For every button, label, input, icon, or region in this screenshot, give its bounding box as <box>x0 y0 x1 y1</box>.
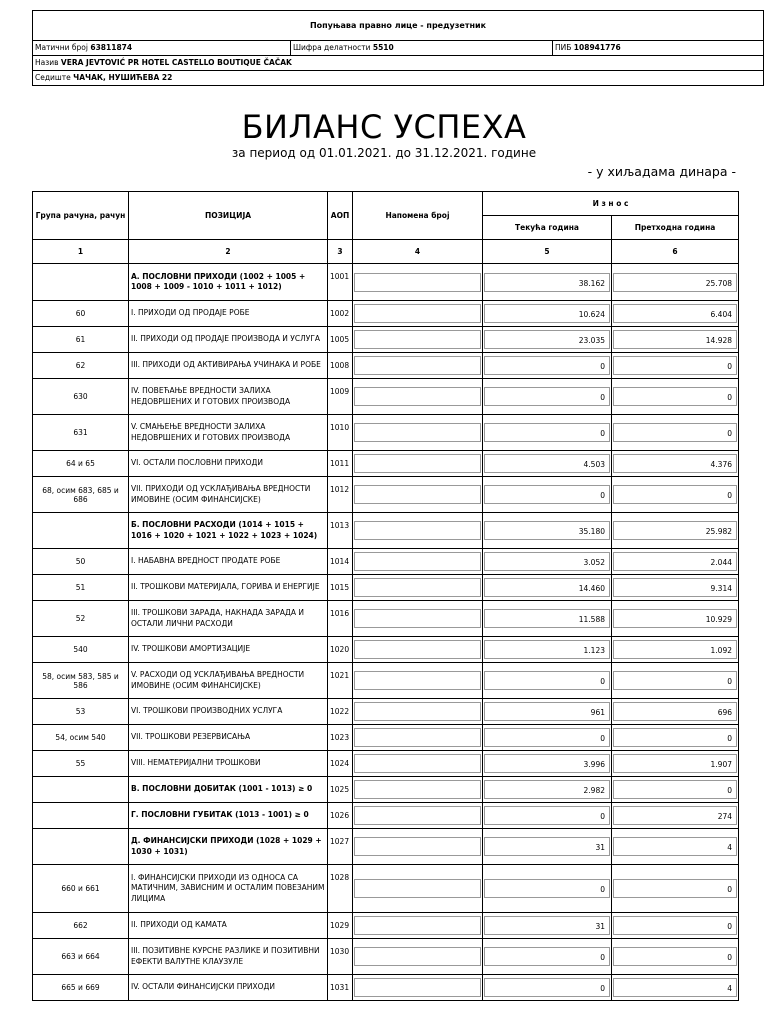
account-group: 51 <box>33 575 129 601</box>
previous-cell <box>612 725 739 751</box>
current-cell <box>483 264 612 301</box>
table-row <box>33 939 739 975</box>
id-cell <box>33 41 291 56</box>
aop-code: 1013 <box>328 513 353 549</box>
previous-cell <box>612 975 739 1001</box>
current-year-value[interactable]: 2.982 <box>484 780 610 799</box>
account-group: 64 и 65 <box>33 451 129 477</box>
position-label: II. ТРОШКОВИ МАТЕРИЈАЛА, ГОРИВА И ЕНЕРГИЈЕ <box>129 575 328 601</box>
previous-cell <box>612 803 739 829</box>
aop-code: 1022 <box>328 699 353 725</box>
name-label: Назив <box>35 58 59 67</box>
current-cell <box>483 699 612 725</box>
previous-cell <box>612 415 739 451</box>
account-group: 52 <box>33 601 129 637</box>
aop-code: 1015 <box>328 575 353 601</box>
note-input[interactable] <box>354 330 481 349</box>
current-cell <box>483 725 612 751</box>
current-cell <box>483 663 612 699</box>
current-cell <box>483 379 612 415</box>
current-year-value[interactable]: 38.162 <box>484 273 610 292</box>
table-row <box>33 353 739 379</box>
current-year-value[interactable]: 31 <box>484 916 610 935</box>
position-label: А. ПОСЛОВНИ ПРИХОДИ (1002 + 1005 + 1008 + 1009 - 1010 + 1011 + 1012) <box>129 264 328 301</box>
col-amount-header: И з н о с <box>483 192 739 216</box>
current-year-value[interactable]: 0 <box>484 728 610 747</box>
current-year-value[interactable]: 23.035 <box>484 330 610 349</box>
account-group: 660 и 661 <box>33 865 129 913</box>
note-cell <box>353 725 483 751</box>
note-input[interactable] <box>354 387 481 406</box>
activity-cell <box>291 41 553 56</box>
table-row <box>33 865 739 913</box>
note-input[interactable] <box>354 702 481 721</box>
current-year-value[interactable]: 3.996 <box>484 754 610 773</box>
note-input[interactable] <box>354 671 481 690</box>
table-row <box>33 829 739 865</box>
aop-code: 1028 <box>328 865 353 913</box>
current-cell <box>483 939 612 975</box>
note-cell <box>353 549 483 575</box>
activity-label: Шифра делатности <box>293 43 371 52</box>
previous-year-value[interactable]: 4.376 <box>613 454 737 473</box>
note-cell <box>353 803 483 829</box>
account-group <box>33 829 129 865</box>
table-row <box>33 549 739 575</box>
account-group: 631 <box>33 415 129 451</box>
previous-cell <box>612 513 739 549</box>
aop-code: 1001 <box>328 264 353 301</box>
current-year-value[interactable]: 0 <box>484 671 610 690</box>
table-row <box>33 575 739 601</box>
previous-cell <box>612 301 739 327</box>
id-label: Матични број <box>35 43 88 52</box>
previous-year-value[interactable]: 9.314 <box>613 578 737 597</box>
account-group: 62 <box>33 353 129 379</box>
current-year-value[interactable]: 31 <box>484 837 610 856</box>
previous-year-value[interactable]: 696 <box>613 702 737 721</box>
position-label: II. ПРИХОДИ ОД ПРОДАЈЕ ПРОИЗВОДА И УСЛУГА <box>129 327 328 353</box>
position-label: I. ФИНАНСИЈСКИ ПРИХОДИ ИЗ ОДНОСА СА МАТИЧНИМ, ЗАВИСНИМ И ОСТАЛИМ ПОВЕЗАНИМ ЛИЦИМА <box>129 865 328 913</box>
col-previous-header: Претходна година <box>612 216 739 240</box>
seat-label: Седиште <box>35 73 71 82</box>
table-row <box>33 513 739 549</box>
previous-cell <box>612 751 739 777</box>
account-group: 540 <box>33 637 129 663</box>
current-cell <box>483 451 612 477</box>
note-cell <box>353 264 483 301</box>
note-input[interactable] <box>354 780 481 799</box>
table-row <box>33 777 739 803</box>
previous-cell <box>612 699 739 725</box>
current-year-value[interactable]: 10.624 <box>484 304 610 323</box>
note-input[interactable] <box>354 552 481 571</box>
account-group: 54, осим 540 <box>33 725 129 751</box>
note-input[interactable] <box>354 754 481 773</box>
previous-cell <box>612 939 739 975</box>
note-cell <box>353 699 483 725</box>
position-label: V. СМАЊЕЊЕ ВРЕДНОСТИ ЗАЛИХА НЕДОВРШЕНИХ И ГОТОВИХ ПРОИЗВОДА <box>129 415 328 451</box>
note-input[interactable] <box>354 978 481 997</box>
position-label: IV. ОСТАЛИ ФИНАНСИЈСКИ ПРИХОДИ <box>129 975 328 1001</box>
note-cell <box>353 327 483 353</box>
previous-year-value[interactable]: 0 <box>613 387 737 406</box>
previous-year-value[interactable]: 1.092 <box>613 640 737 659</box>
header-id-row <box>33 41 763 56</box>
previous-cell <box>612 865 739 913</box>
aop-code: 1023 <box>328 725 353 751</box>
aop-code: 1026 <box>328 803 353 829</box>
note-cell <box>353 751 483 777</box>
note-input[interactable] <box>354 356 481 375</box>
previous-cell <box>612 777 739 803</box>
previous-cell <box>612 549 739 575</box>
note-input[interactable] <box>354 485 481 504</box>
filled-by-label: Попуњава правно лице - предузетник <box>33 11 763 41</box>
aop-code: 1025 <box>328 777 353 803</box>
previous-cell <box>612 379 739 415</box>
previous-cell <box>612 637 739 663</box>
previous-cell <box>612 663 739 699</box>
name-value: VERA JEVTOVIĆ PR HOTEL CASTELLO BOUTIQUE ČAČAK <box>60 58 292 67</box>
previous-year-value[interactable]: 274 <box>613 806 737 825</box>
column-number-row <box>33 240 739 264</box>
previous-year-value[interactable]: 1.907 <box>613 754 737 773</box>
current-cell <box>483 549 612 575</box>
note-input[interactable] <box>354 837 481 856</box>
previous-year-value[interactable]: 25.982 <box>613 521 737 540</box>
note-cell <box>353 353 483 379</box>
position-label: III. ПРИХОДИ ОД АКТИВИРАЊА УЧИНАКА И РОБЕ <box>129 353 328 379</box>
note-input[interactable] <box>354 454 481 473</box>
current-year-value[interactable]: 0 <box>484 806 610 825</box>
note-input[interactable] <box>354 806 481 825</box>
previous-cell <box>612 327 739 353</box>
account-group <box>33 803 129 829</box>
previous-cell <box>612 601 739 637</box>
position-label: Г. ПОСЛОВНИ ГУБИТАК (1013 - 1001) ≥ 0 <box>129 803 328 829</box>
account-group: 663 и 664 <box>33 939 129 975</box>
aop-code: 1014 <box>328 549 353 575</box>
note-input[interactable] <box>354 879 481 898</box>
note-cell <box>353 865 483 913</box>
col-number: 5 <box>483 240 612 264</box>
position-label: Б. ПОСЛОВНИ РАСХОДИ (1014 + 1015 + 1016 + 1020 + 1021 + 1022 + 1023 + 1024) <box>129 513 328 549</box>
current-year-value[interactable]: 961 <box>484 702 610 721</box>
previous-cell <box>612 477 739 513</box>
account-group: 53 <box>33 699 129 725</box>
current-year-value[interactable]: 0 <box>484 879 610 898</box>
aop-code: 1005 <box>328 327 353 353</box>
current-cell <box>483 353 612 379</box>
table-row <box>33 477 739 513</box>
note-cell <box>353 777 483 803</box>
current-cell <box>483 477 612 513</box>
current-cell <box>483 601 612 637</box>
table-row <box>33 379 739 415</box>
current-cell <box>483 327 612 353</box>
col-number: 3 <box>328 240 353 264</box>
pib-value: 108941776 <box>573 43 621 52</box>
note-cell <box>353 975 483 1001</box>
previous-year-value[interactable]: 0 <box>613 728 737 747</box>
aop-code: 1027 <box>328 829 353 865</box>
current-year-value[interactable]: 0 <box>484 978 610 997</box>
table-row <box>33 301 739 327</box>
account-group: 55 <box>33 751 129 777</box>
aop-code: 1011 <box>328 451 353 477</box>
table-row <box>33 264 739 301</box>
page-title: БИЛАНС УСПЕХА <box>241 108 527 146</box>
name-row <box>33 56 763 71</box>
col-aop-header: АОП <box>328 192 353 240</box>
col-group-header: Група рачуна, рачун <box>33 192 129 240</box>
id-value: 63811874 <box>90 43 133 52</box>
aop-code: 1002 <box>328 301 353 327</box>
position-label: Д. ФИНАНСИЈСКИ ПРИХОДИ (1028 + 1029 + 1030 + 1031) <box>129 829 328 865</box>
aop-code: 1012 <box>328 477 353 513</box>
aop-code: 1008 <box>328 353 353 379</box>
aop-code: 1031 <box>328 975 353 1001</box>
table-row <box>33 913 739 939</box>
account-group: 58, осим 583, 585 и 586 <box>33 663 129 699</box>
previous-year-value[interactable]: 0 <box>613 671 737 690</box>
seat-row <box>33 71 763 86</box>
table-row <box>33 451 739 477</box>
note-cell <box>353 663 483 699</box>
note-cell <box>353 939 483 975</box>
current-year-value[interactable]: 3.052 <box>484 552 610 571</box>
current-cell <box>483 415 612 451</box>
previous-cell <box>612 575 739 601</box>
position-label: VII. ПРИХОДИ ОД УСКЛАЂИВАЊА ВРЕДНОСТИ ИМОВИНЕ (ОСИМ ФИНАНСИЈСКЕ) <box>129 477 328 513</box>
position-label: VI. ОСТАЛИ ПОСЛОВНИ ПРИХОДИ <box>129 451 328 477</box>
position-label: VI. ТРОШКОВИ ПРОИЗВОДНИХ УСЛУГА <box>129 699 328 725</box>
note-input[interactable] <box>354 423 481 442</box>
table-row <box>33 975 739 1001</box>
pib-cell <box>553 41 765 56</box>
aop-code: 1029 <box>328 913 353 939</box>
table-row <box>33 663 739 699</box>
table-row <box>33 415 739 451</box>
aop-code: 1009 <box>328 379 353 415</box>
current-year-value[interactable]: 11.588 <box>484 609 610 628</box>
note-cell <box>353 829 483 865</box>
note-cell <box>353 637 483 663</box>
aop-code: 1021 <box>328 663 353 699</box>
activity-value: 5510 <box>372 43 394 52</box>
note-input[interactable] <box>354 578 481 597</box>
previous-cell <box>612 451 739 477</box>
account-group <box>33 777 129 803</box>
position-label: II. ПРИХОДИ ОД КАМАТА <box>129 913 328 939</box>
current-cell <box>483 777 612 803</box>
seat-value: ЧАЧАК, НУШИЋЕВА 22 <box>73 73 173 82</box>
current-year-value[interactable]: 1.123 <box>484 640 610 659</box>
previous-year-value[interactable]: 14.928 <box>613 330 737 349</box>
note-cell <box>353 913 483 939</box>
previous-year-value[interactable]: 0 <box>613 356 737 375</box>
previous-year-value[interactable]: 2.044 <box>613 552 737 571</box>
position-label: I. НАБАВНА ВРЕДНОСТ ПРОДАТЕ РОБЕ <box>129 549 328 575</box>
previous-year-value[interactable]: 0 <box>613 423 737 442</box>
units-text: - у хиљадама динара - <box>587 164 736 179</box>
account-group <box>33 264 129 301</box>
account-group: 662 <box>33 913 129 939</box>
previous-year-value[interactable]: 0 <box>613 879 737 898</box>
table-row <box>33 699 739 725</box>
table-row <box>33 751 739 777</box>
current-year-value[interactable]: 0 <box>484 423 610 442</box>
aop-code: 1010 <box>328 415 353 451</box>
table-row <box>33 601 739 637</box>
note-cell <box>353 601 483 637</box>
note-cell <box>353 415 483 451</box>
header-box <box>32 10 764 86</box>
col-number: 6 <box>612 240 739 264</box>
aop-code: 1030 <box>328 939 353 975</box>
current-year-value[interactable]: 35.180 <box>484 521 610 540</box>
note-cell <box>353 301 483 327</box>
current-cell <box>483 513 612 549</box>
table-row <box>33 725 739 751</box>
income-statement-table <box>32 191 739 1001</box>
aop-code: 1024 <box>328 751 353 777</box>
col-current-header: Текућа година <box>483 216 612 240</box>
position-label: III. ТРОШКОВИ ЗАРАДА, НАКНАДА ЗАРАДА И ОСТАЛИ ЛИЧНИ РАСХОДИ <box>129 601 328 637</box>
previous-year-value[interactable]: 25.708 <box>613 273 737 292</box>
note-cell <box>353 513 483 549</box>
current-cell <box>483 865 612 913</box>
previous-year-value[interactable]: 6.404 <box>613 304 737 323</box>
note-input[interactable] <box>354 640 481 659</box>
current-year-value[interactable]: 0 <box>484 387 610 406</box>
account-group: 665 и 669 <box>33 975 129 1001</box>
position-label: В. ПОСЛОВНИ ДОБИТАК (1001 - 1013) ≥ 0 <box>129 777 328 803</box>
position-label: VII. ТРОШКОВИ РЕЗЕРВИСАЊА <box>129 725 328 751</box>
account-group <box>33 513 129 549</box>
current-cell <box>483 637 612 663</box>
position-label: VIII. НЕМАТЕРИЈАЛНИ ТРОШКОВИ <box>129 751 328 777</box>
account-group: 50 <box>33 549 129 575</box>
account-group: 60 <box>33 301 129 327</box>
aop-code: 1016 <box>328 601 353 637</box>
account-group: 68, осим 683, 685 и 686 <box>33 477 129 513</box>
current-year-value[interactable]: 0 <box>484 947 610 966</box>
current-year-value[interactable]: 0 <box>484 485 610 504</box>
previous-cell <box>612 829 739 865</box>
aop-code: 1020 <box>328 637 353 663</box>
current-year-value[interactable]: 0 <box>484 356 610 375</box>
current-year-value[interactable]: 4.503 <box>484 454 610 473</box>
account-group: 61 <box>33 327 129 353</box>
current-cell <box>483 301 612 327</box>
note-cell <box>353 379 483 415</box>
table-row <box>33 327 739 353</box>
note-cell <box>353 451 483 477</box>
col-position-header: ПОЗИЦИЈА <box>129 192 328 240</box>
position-label: IV. ТРОШКОВИ АМОРТИЗАЦИЈЕ <box>129 637 328 663</box>
previous-year-value[interactable]: 0 <box>613 485 737 504</box>
position-label: I. ПРИХОДИ ОД ПРОДАЈЕ РОБЕ <box>129 301 328 327</box>
col-number: 1 <box>33 240 129 264</box>
note-input[interactable] <box>354 916 481 935</box>
position-label: III. ПОЗИТИВНЕ КУРСНЕ РАЗЛИКЕ И ПОЗИТИВНИ ЕФЕКТИ ВАЛУТНЕ КЛАУЗУЛЕ <box>129 939 328 975</box>
current-cell <box>483 575 612 601</box>
current-year-value[interactable]: 14.460 <box>484 578 610 597</box>
position-label: V. РАСХОДИ ОД УСКЛАЂИВАЊА ВРЕДНОСТИ ИМОВИНЕ (ОСИМ ФИНАНСИЈСКЕ) <box>129 663 328 699</box>
previous-cell <box>612 353 739 379</box>
current-cell <box>483 829 612 865</box>
col-note-header: Напомена број <box>353 192 483 240</box>
note-input[interactable] <box>354 521 481 540</box>
period-text: за период од 01.01.2021. до 31.12.2021. године <box>231 146 537 160</box>
previous-year-value[interactable]: 4 <box>613 978 737 997</box>
previous-year-value[interactable]: 0 <box>613 947 737 966</box>
previous-year-value[interactable]: 4 <box>613 837 737 856</box>
previous-cell <box>612 913 739 939</box>
previous-year-value[interactable]: 0 <box>613 916 737 935</box>
note-input[interactable] <box>354 273 481 292</box>
col-number: 2 <box>129 240 328 264</box>
table-row <box>33 637 739 663</box>
note-input[interactable] <box>354 304 481 323</box>
previous-year-value[interactable]: 0 <box>613 780 737 799</box>
current-cell <box>483 913 612 939</box>
position-label: IV. ПОВЕЋАЊЕ ВРЕДНОСТИ ЗАЛИХА НЕДОВРШЕНИХ И ГОТОВИХ ПРОИЗВОДА <box>129 379 328 415</box>
previous-year-value[interactable]: 10.929 <box>613 609 737 628</box>
account-group: 630 <box>33 379 129 415</box>
note-input[interactable] <box>354 609 481 628</box>
pib-label: ПИБ <box>555 43 572 52</box>
table-row <box>33 803 739 829</box>
current-cell <box>483 975 612 1001</box>
previous-cell <box>612 264 739 301</box>
note-cell <box>353 477 483 513</box>
col-number: 4 <box>353 240 483 264</box>
current-cell <box>483 803 612 829</box>
note-cell <box>353 575 483 601</box>
note-input[interactable] <box>354 947 481 966</box>
note-input[interactable] <box>354 728 481 747</box>
current-cell <box>483 751 612 777</box>
